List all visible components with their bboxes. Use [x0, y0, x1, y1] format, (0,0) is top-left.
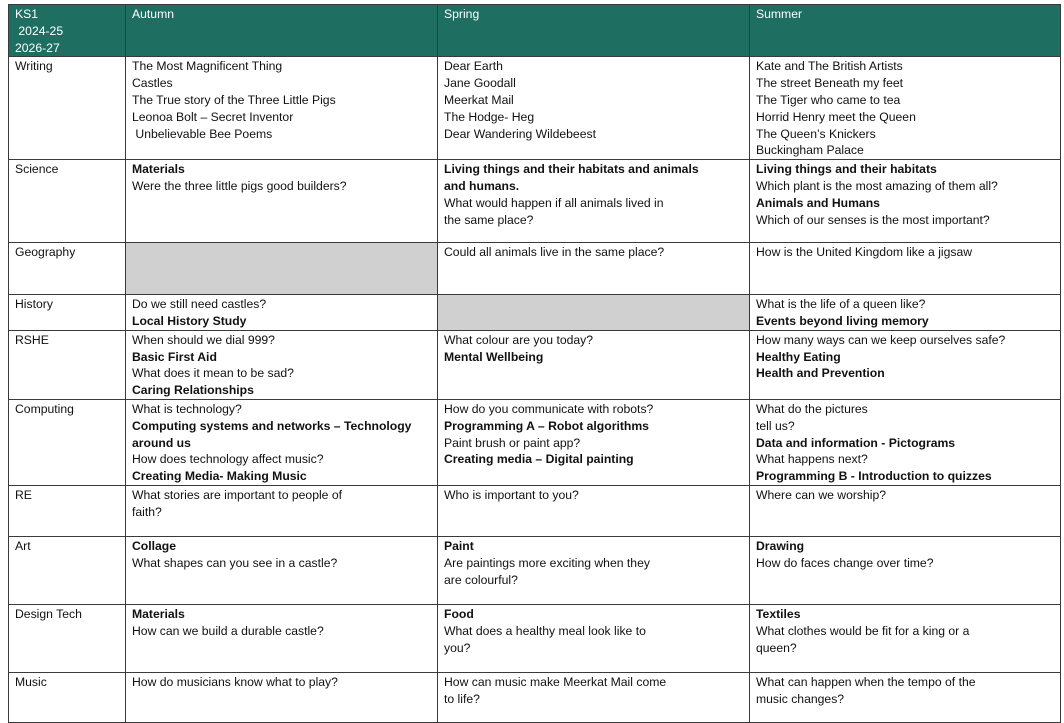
- summer-cell: [750, 399, 1061, 485]
- topic-line: Leonoa Bolt – Secret Inventor: [132, 109, 294, 124]
- topic-heading: Data and information - Pictograms: [756, 435, 956, 450]
- topic-heading: Health and Prevention: [756, 366, 885, 381]
- table-row: [9, 295, 1061, 331]
- topic-line: Unbelievable Bee Poems: [132, 126, 273, 141]
- topic-line: Castles: [132, 76, 173, 91]
- spring-cell: [438, 672, 750, 722]
- topic-line: Which of our senses is the most important?: [756, 212, 990, 227]
- subject-cell: Computing: [9, 399, 126, 485]
- subject-cell: RSHE: [9, 330, 126, 399]
- topic-line: The street Beneath my feet: [756, 76, 904, 91]
- topic-line: are colourful?: [444, 572, 518, 587]
- topic-line: What clothes would be fit for a king or a: [756, 623, 970, 638]
- topic-line: What does a healthy meal look like to: [444, 623, 646, 638]
- topic-line: What happens next?: [756, 452, 868, 467]
- table-row: [9, 243, 1061, 295]
- topic-line: How is the United Kingdom like a jigsaw: [756, 245, 973, 260]
- autumn-cell: [126, 672, 438, 722]
- autumn-empty-cell: [126, 243, 438, 295]
- topic-heading: Local History Study: [132, 313, 247, 328]
- topic-line: What colour are you today?: [444, 332, 594, 347]
- topic-heading: Computing systems and networks – Technology: [132, 418, 412, 433]
- topic-heading: Creating Media- Making Music: [132, 469, 307, 484]
- header-ks-cell: [9, 5, 126, 57]
- topic-line: The Most Magnificent Thing: [132, 59, 283, 74]
- curriculum-table: [8, 4, 1061, 723]
- spring-empty-cell: [438, 295, 750, 331]
- topic-line: What is technology?: [132, 401, 242, 416]
- topic-line: music changes?: [756, 691, 845, 706]
- header-ks-line: 2026-27: [15, 40, 60, 55]
- topic-heading: Basic First Aid: [132, 349, 217, 364]
- autumn-cell: [126, 604, 438, 672]
- spring-cell: [438, 243, 750, 295]
- table-row: [9, 604, 1061, 672]
- summer-cell: [750, 604, 1061, 672]
- topic-line: queen?: [756, 640, 797, 655]
- topic-line: The Tiger who came to tea: [756, 92, 901, 107]
- topic-line: Could all animals live in the same place?: [444, 245, 665, 260]
- topic-heading: Textiles: [756, 606, 801, 621]
- spring-cell: [438, 604, 750, 672]
- subject-cell: Science: [9, 160, 126, 243]
- topic-line: When should we dial 999?: [132, 332, 275, 347]
- summer-cell: [750, 672, 1061, 722]
- topic-line: What is the life of a queen like?: [756, 297, 926, 312]
- subject-cell: Art: [9, 536, 126, 604]
- topic-heading: Caring Relationships: [132, 383, 254, 398]
- topic-heading: Animals and Humans: [756, 195, 880, 210]
- table-row: [9, 399, 1061, 485]
- topic-heading: Materials: [132, 162, 185, 177]
- topic-line: Horrid Henry meet the Queen: [756, 109, 916, 124]
- header-spring: Spring: [438, 5, 750, 57]
- topic-line: Where can we worship?: [756, 487, 887, 502]
- topic-line: How many ways can we keep ourselves safe?: [756, 332, 1006, 347]
- topic-line: tell us?: [756, 418, 795, 433]
- topic-line: Buckingham Palace: [756, 143, 864, 158]
- topic-line: Paint brush or paint app?: [444, 435, 581, 450]
- topic-heading: and humans.: [444, 178, 520, 193]
- spring-cell: [438, 160, 750, 243]
- spring-cell: [438, 536, 750, 604]
- table-row: [9, 536, 1061, 604]
- summer-cell: [750, 160, 1061, 243]
- topic-line: The Queen’s Knickers: [756, 126, 876, 141]
- topic-line: Meerkat Mail: [444, 92, 514, 107]
- topic-line: What does it mean to be sad?: [132, 366, 294, 381]
- spring-cell: [438, 57, 750, 160]
- topic-line: to life?: [444, 691, 480, 706]
- topic-heading: Materials: [132, 606, 185, 621]
- topic-line: The True story of the Three Little Pigs: [132, 92, 336, 107]
- topic-line: Do we still need castles?: [132, 297, 267, 312]
- topic-line: the same place?: [444, 212, 534, 227]
- topic-line: What can happen when the tempo of the: [756, 674, 976, 689]
- topic-line: Dear Earth: [444, 59, 503, 74]
- topic-heading: Healthy Eating: [756, 349, 841, 364]
- topic-heading: Living things and their habitats: [756, 162, 937, 177]
- topic-heading: Collage: [132, 538, 177, 553]
- header-ks-line: 2024-25: [15, 23, 64, 38]
- autumn-cell: [126, 295, 438, 331]
- topic-line: Kate and The British Artists: [756, 59, 903, 74]
- topic-line: What stories are important to people of: [132, 487, 343, 502]
- autumn-cell: [126, 536, 438, 604]
- topic-line: Are paintings more exciting when they: [444, 555, 650, 570]
- table-row: [9, 57, 1061, 160]
- table-row: [9, 485, 1061, 536]
- spring-cell: [438, 330, 750, 399]
- summer-cell: [750, 295, 1061, 331]
- topic-heading: Paint: [444, 538, 474, 553]
- topic-line: The Hodge- Heg: [444, 109, 535, 124]
- header-row: [9, 5, 1061, 57]
- subject-cell: Geography: [9, 243, 126, 295]
- topic-line: How do faces change over time?: [756, 555, 934, 570]
- topic-heading: around us: [132, 435, 191, 450]
- topic-heading: Living things and their habitats and animals: [444, 162, 699, 177]
- header-summer: Summer: [750, 5, 1061, 57]
- summer-cell: [750, 330, 1061, 399]
- summer-cell: [750, 57, 1061, 160]
- topic-line: How do you communicate with robots?: [444, 401, 654, 416]
- subject-cell: RE: [9, 485, 126, 536]
- topic-line: What would happen if all animals lived in: [444, 195, 664, 210]
- summer-cell: [750, 485, 1061, 536]
- subject-cell: Writing: [9, 57, 126, 160]
- topic-line: What do the pictures: [756, 401, 868, 416]
- topic-heading: Events beyond living memory: [756, 313, 929, 328]
- topic-line: Were the three little pigs good builders?: [132, 178, 347, 193]
- summer-cell: [750, 536, 1061, 604]
- topic-line: How do musicians know what to play?: [132, 674, 338, 689]
- topic-heading: Programming A – Robot algorithms: [444, 418, 649, 433]
- topic-line: faith?: [132, 504, 162, 519]
- autumn-cell: [126, 57, 438, 160]
- spring-cell: [438, 399, 750, 485]
- topic-line: you?: [444, 640, 471, 655]
- topic-line: How can we build a durable castle?: [132, 623, 324, 638]
- header-autumn: Autumn: [126, 5, 438, 57]
- topic-heading: Food: [444, 606, 474, 621]
- autumn-cell: [126, 160, 438, 243]
- subject-cell: Design Tech: [9, 604, 126, 672]
- topic-line: How does technology affect music?: [132, 452, 324, 467]
- table-row: [9, 330, 1061, 399]
- topic-line: How can music make Meerkat Mail come: [444, 674, 667, 689]
- table-row: [9, 672, 1061, 722]
- subject-cell: History: [9, 295, 126, 331]
- table-row: [9, 160, 1061, 243]
- topic-heading: Programming B - Introduction to quizzes: [756, 469, 992, 484]
- autumn-cell: [126, 330, 438, 399]
- spring-cell: [438, 485, 750, 536]
- topic-heading: Mental Wellbeing: [444, 349, 544, 364]
- header-ks-line: KS1: [15, 7, 39, 21]
- topic-line: Dear Wandering Wildebeest: [444, 126, 596, 141]
- topic-heading: Creating media – Digital painting: [444, 452, 634, 467]
- topic-line: Who is important to you?: [444, 487, 579, 502]
- topic-line: Jane Goodall: [444, 76, 516, 91]
- autumn-cell: [126, 399, 438, 485]
- autumn-cell: [126, 485, 438, 536]
- summer-cell: [750, 243, 1061, 295]
- topic-line: What shapes can you see in a castle?: [132, 555, 338, 570]
- subject-cell: Music: [9, 672, 126, 722]
- topic-heading: Drawing: [756, 538, 805, 553]
- topic-line: Which plant is the most amazing of them all?: [756, 178, 998, 193]
